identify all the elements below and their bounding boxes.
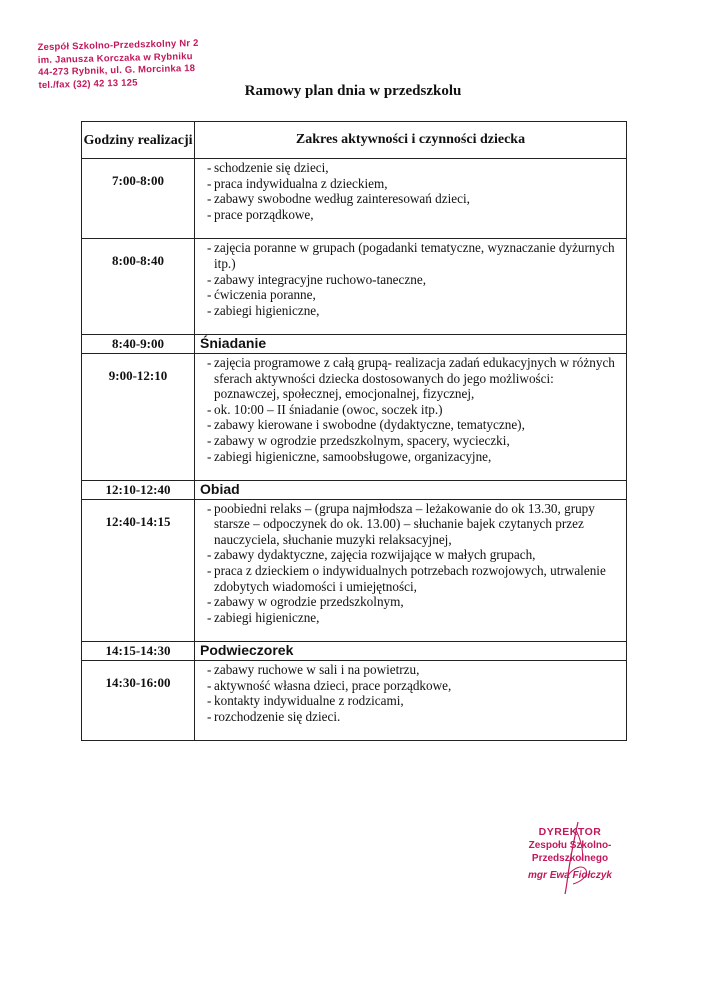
signature-role: DYREKTOR	[538, 826, 602, 838]
activity-list-cell	[195, 159, 627, 239]
list-item	[200, 449, 622, 465]
time-slot: 14:15-14:30	[82, 642, 195, 661]
activity-text: aktywność własna dzieci, prace porządkowe,	[214, 677, 452, 693]
activity-text: poobiedni relaks – (grupa najmłodsza – leżakowanie do ok 13.30, grupy starsze – odpoczynek do ok. 13.00) – słuchanie bajek czytanych przez nauczyciela, słuchanie muzyki relaksacyjnej,	[214, 500, 595, 547]
activity-text: zabawy ruchowe w sali i na powietrzu,	[214, 662, 420, 678]
list-item	[200, 433, 622, 449]
bullet-dash: -	[207, 206, 212, 222]
activity-text: zabiegi higieniczne, samoobsługowe, organizacyjne,	[214, 448, 492, 464]
signature-institution: Zespołu Szkolno-Przedszkolnego	[528, 840, 612, 864]
list-item	[200, 417, 622, 433]
bullet-dash: -	[207, 662, 212, 678]
list-item	[200, 662, 622, 678]
bullet-dash: -	[207, 175, 212, 191]
table-row	[82, 239, 627, 335]
list-item	[200, 563, 622, 594]
bullet-dash: -	[207, 160, 212, 175]
bullet-dash: -	[207, 693, 212, 709]
director-signature	[495, 826, 645, 882]
activity-list-cell	[195, 239, 627, 335]
list-item	[200, 355, 622, 402]
list-item	[200, 547, 622, 563]
time-slot: 8:40-9:00	[82, 335, 195, 354]
activity-text: zajęcia poranne w grupach (pogadanki tematyczne, wyznaczanie dyżurnych itp.)	[214, 240, 615, 271]
table-row	[82, 335, 627, 354]
activity-text: ok. 10:00 – II śniadanie (owoc, soczek itp.)	[214, 401, 443, 417]
list-item	[200, 501, 622, 548]
list-item	[200, 693, 622, 709]
activity-text: praca z dzieckiem o indywidualnych potrzebach rozwojowych, utrwalenie zdobytych wiadomości i umiejętności,	[214, 563, 606, 594]
activity-text: ćwiczenia poranne,	[214, 287, 316, 303]
time-slot: 12:10-12:40	[82, 481, 195, 500]
stamp-line-4: tel./fax (32) 42 13 125	[38, 77, 138, 91]
bullet-dash: -	[207, 609, 212, 625]
list-item	[200, 303, 622, 319]
activity-text: zabawy w ogrodzie przedszkolnym, spacery, wycieczki,	[214, 432, 510, 448]
activity-text: zabawy swobodne według zainteresowań dzieci,	[214, 191, 470, 207]
list-item	[200, 594, 622, 610]
bullet-dash: -	[207, 432, 212, 448]
activity-list-cell	[195, 353, 627, 480]
table-row	[82, 499, 627, 642]
signature-name: mgr Ewa Fiołczyk	[528, 870, 612, 881]
list-item	[200, 191, 622, 207]
activity-text: zabawy integracyjne ruchowo-taneczne,	[214, 271, 426, 287]
bullet-dash: -	[207, 708, 212, 724]
activity-text: zabawy dydaktyczne, zajęcia rozwijające w małych grupach,	[214, 547, 536, 563]
table-body	[82, 159, 627, 741]
activity-list	[200, 355, 622, 464]
bullet-dash: -	[207, 417, 212, 433]
list-item	[200, 240, 622, 271]
time-slot: 9:00-12:10	[82, 353, 195, 480]
bullet-dash: -	[207, 594, 212, 610]
table-row	[82, 661, 627, 741]
time-slot: 7:00-8:00	[82, 159, 195, 239]
activity-list	[200, 160, 622, 222]
activity-text: praca indywidualna z dzieckiem,	[214, 175, 388, 191]
activity-text: schodzenie się dzieci,	[214, 160, 329, 175]
bullet-dash: -	[207, 240, 212, 256]
stamp-line-2: im. Janusza Korczaka w Rybniku	[37, 50, 193, 66]
stamp-line-3: 44-273 Rybnik, ul. G. Morcinka 18	[38, 62, 196, 79]
table-row	[82, 353, 627, 480]
table-row	[82, 159, 627, 239]
activity-text: zajęcia programowe z całą grupą- realizacja zadań edukacyjnych w różnych sferach aktywności dziecka dostosowanych do jego możliwości: poznawczej, społecznej, emocjonalnej, fizycznej,	[214, 354, 615, 402]
header-time: Godziny realizacji	[82, 122, 195, 159]
time-slot: 14:30-16:00	[82, 661, 195, 741]
bullet-dash: -	[207, 448, 212, 464]
bullet-dash: -	[207, 191, 212, 207]
time-slot: 8:00-8:40	[82, 239, 195, 335]
list-item	[200, 176, 622, 192]
time-slot: 12:40-14:15	[82, 499, 195, 642]
bullet-dash: -	[207, 563, 212, 579]
bullet-dash: -	[207, 500, 212, 516]
activity-list	[200, 662, 622, 724]
list-item	[200, 207, 622, 223]
list-item	[200, 402, 622, 418]
list-item	[200, 709, 622, 725]
list-item	[200, 160, 622, 176]
activity-text: rozchodzenie się dzieci.	[214, 708, 341, 724]
activity-list	[200, 240, 622, 318]
activity-list	[200, 501, 622, 626]
activity-text: prace porządkowe,	[214, 206, 314, 222]
bullet-dash: -	[207, 302, 212, 318]
bullet-dash: -	[207, 677, 212, 693]
bullet-dash: -	[207, 354, 212, 370]
table-row	[82, 481, 627, 500]
activity-text: zabiegi higieniczne,	[214, 302, 320, 318]
table-header-row	[82, 122, 627, 159]
bullet-dash: -	[207, 287, 212, 303]
meal-label: Śniadanie	[195, 335, 627, 354]
document-title: Ramowy plan dnia w przedszkolu	[244, 83, 462, 99]
meal-label: Obiad	[195, 481, 627, 500]
bullet-dash: -	[207, 271, 212, 287]
activity-list-cell	[195, 661, 627, 741]
stamp-line-1: Zespół Szkolno-Przedszkolny Nr 2	[37, 37, 199, 54]
header-activities: Zakres aktywności i czynności dziecka	[195, 122, 627, 159]
list-item	[200, 678, 622, 694]
activity-text: zabiegi higieniczne,	[214, 609, 320, 625]
activity-text: zabawy kierowane i swobodne (dydaktyczne, tematyczne),	[214, 417, 525, 433]
table-row	[82, 642, 627, 661]
list-item	[200, 287, 622, 303]
list-item	[200, 610, 622, 626]
activity-text: zabawy w ogrodzie przedszkolnym,	[214, 594, 404, 610]
activity-list-cell	[195, 499, 627, 642]
bullet-dash: -	[207, 401, 212, 417]
bullet-dash: -	[207, 547, 212, 563]
daily-plan-table	[81, 121, 627, 741]
activity-text: kontakty indywidualne z rodzicami,	[214, 693, 404, 709]
meal-label: Podwieczorek	[195, 642, 627, 661]
list-item	[200, 272, 622, 288]
